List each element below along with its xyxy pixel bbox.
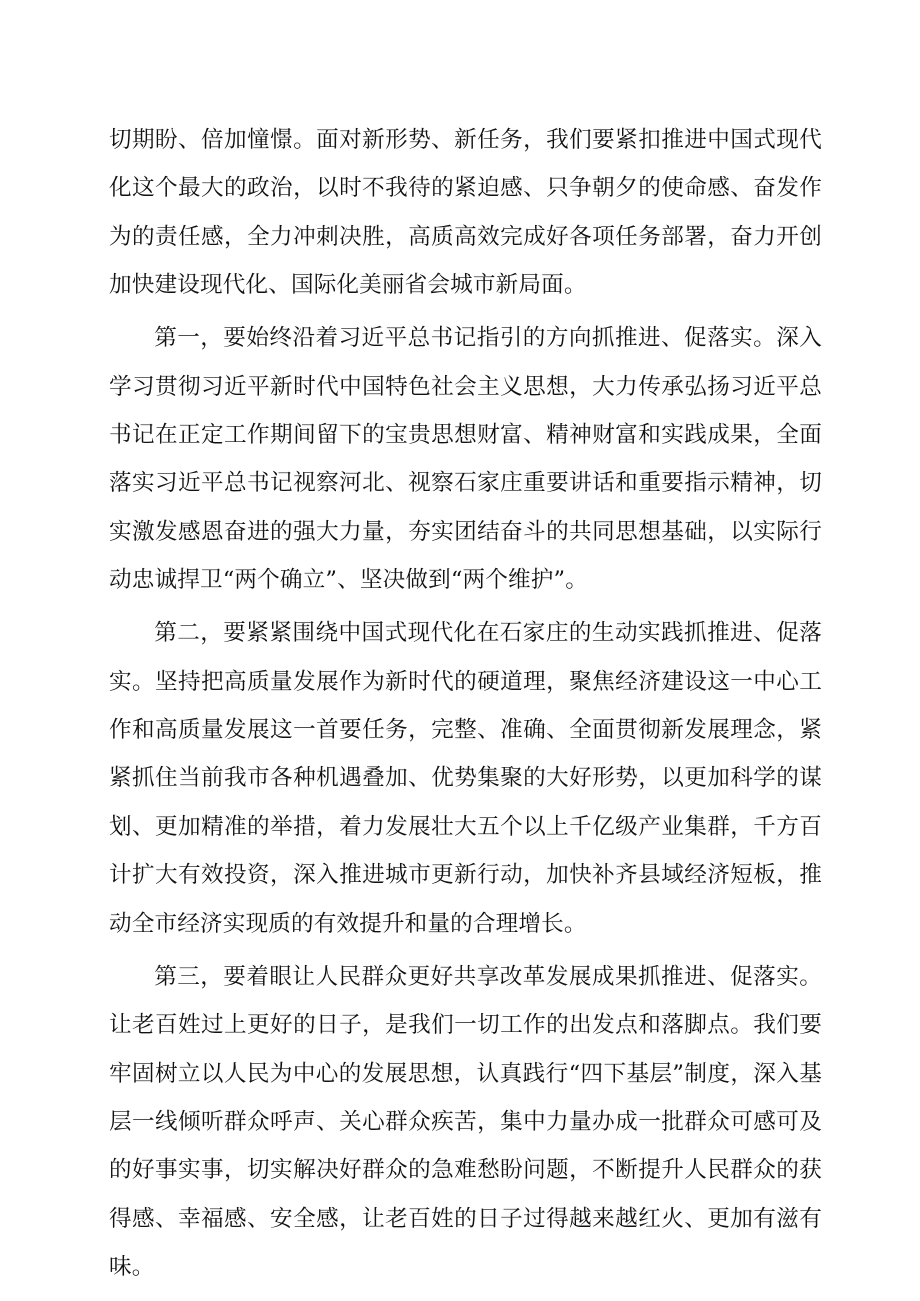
paragraph-first-point: 第一，要始终沿着习近平总书记指引的方向抓推进、促落实。深入学习贯彻习近平新时代中国特色社会主义思想，大力传承弘扬习近平总书记在正定工作期间留下的宝贵思想财富、精神财富和实践成果，全面落实习近平总书记视察河北、视察石家庄重要讲话和重要指示精神，切实激发感恩奋进的强大力量，夯实团结奋斗的共同思想基础，以实际行动忠诚捍卫“两个确立”、坚决做到“两个维护”。 bbox=[109, 325, 822, 594]
paragraph-third-point: 第三，要着眼让人民群众更好共享改革发展成果抓推进、促落实。让老百姓过上更好的日子，是我们一切工作的出发点和落脚点。我们要牢固树立以人民为中心的发展思想，认真践行“四下基层”制度，深入基层一线倾听群众呼声、关心群众疾苦，集中力量办成一批群众可感可及的好事实事，切实解决好群众的急难愁盼问题，不断提升人民群众的获得感、幸福感、安全感，让老百姓的日子过得越来越红火、更加有滋有味。 bbox=[109, 963, 822, 1281]
paragraph-continuation: 切期盼、倍加憧憬。面对新形势、新任务，我们要紧扣推进中国式现代化这个最大的政治，以时不我待的紧迫感、只争朝夕的使命感、奋发作为的责任感，全力冲刺决胜，高质高效完成好各项任务部署，奋力开创加快建设现代化、国际化美丽省会城市新局面。 bbox=[109, 127, 822, 299]
document-body bbox=[109, 116, 822, 1296]
paragraph-second-point: 第二，要紧紧围绕中国式现代化在石家庄的生动实践抓推进、促落实。坚持把高质量发展作为新时代的硬道理，聚焦经济建设这一中心工作和高质量发展这一首要任务，完整、准确、全面贯彻新发展理念，紧紧抓住当前我市各种机遇叠加、优势集聚的大好形势，以更加科学的谋划、更加精准的举措，着力发展壮大五个以上千亿级产业集群，千方百计扩大有效投资，深入推进城市更新行动，加快补齐县域经济短板，推动全市经济实现质的有效提升和量的合理增长。 bbox=[109, 620, 822, 937]
